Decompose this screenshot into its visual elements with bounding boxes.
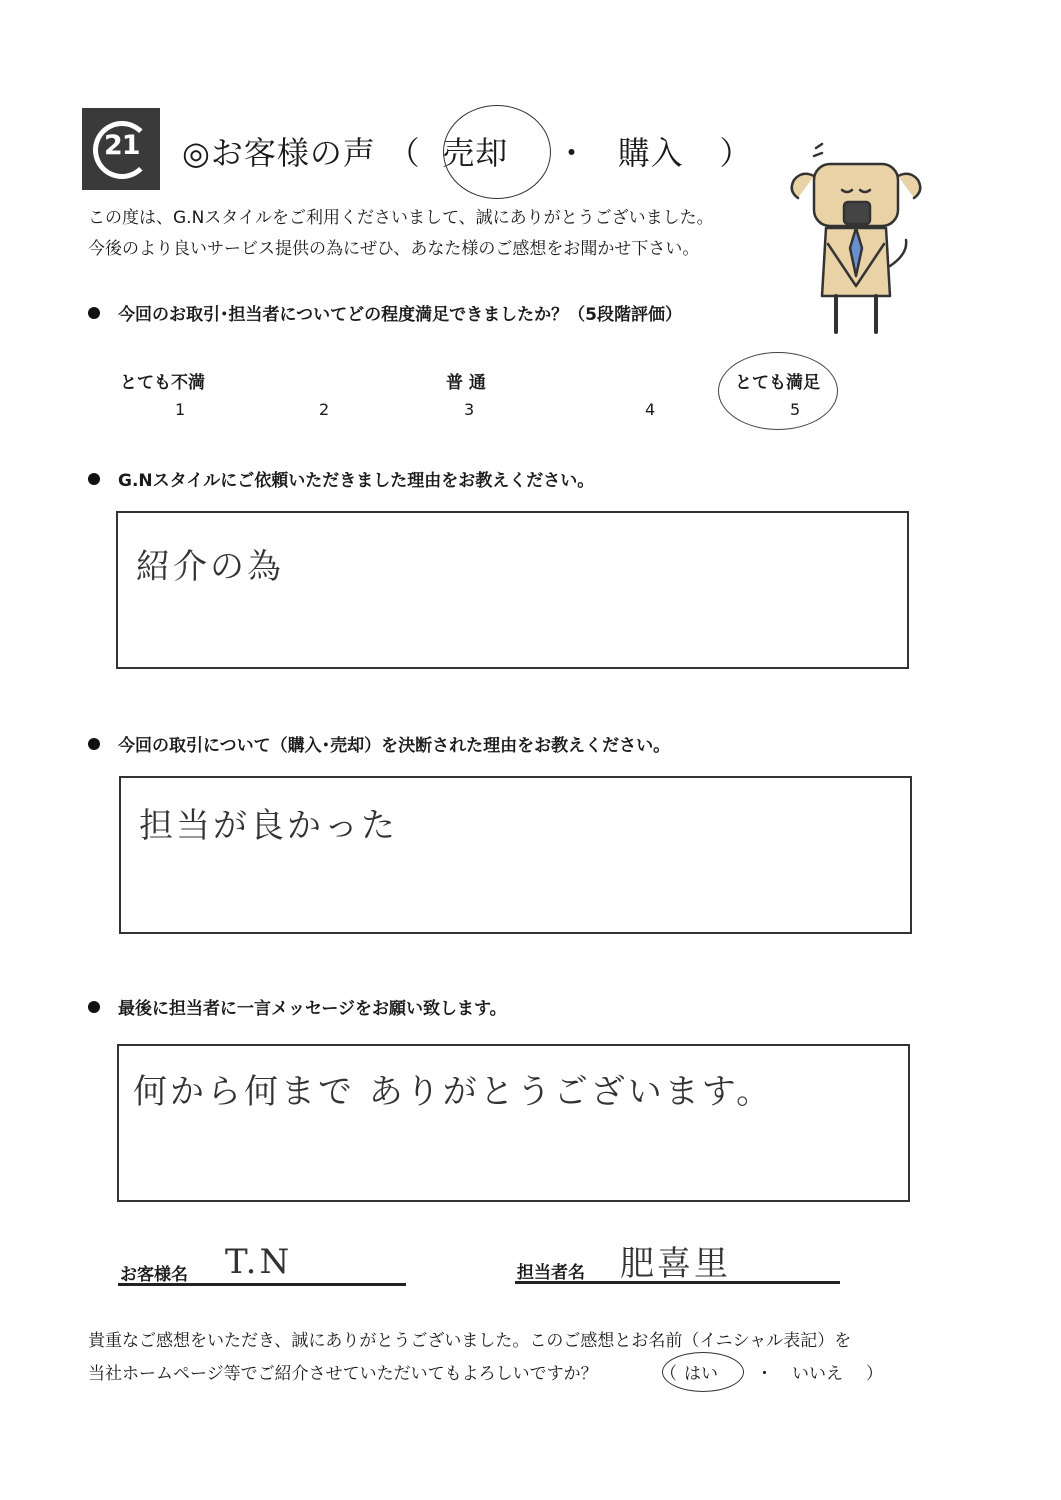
staff-name-line[interactable] (515, 1281, 840, 1284)
customer-name-line[interactable] (118, 1283, 406, 1286)
question-message: 最後に担当者に一言メッセージをお願い致します。 (88, 994, 507, 1019)
staff-name-label: 担当者名 (517, 1263, 585, 1283)
scale-option-2[interactable]: 2 (319, 400, 330, 419)
title-text: ◎お客様の声 (182, 134, 376, 172)
scale-option-3[interactable]: 3 (464, 400, 475, 419)
consent-no[interactable]: いいえ (792, 1364, 843, 1384)
scale-label-mid: 普 通 (446, 373, 486, 393)
intro-line-2: 今後のより良いサービス提供の為にぜひ、あなた様のご感想をお聞かせ下さい。 (88, 239, 700, 259)
option-buy[interactable]: 購入 (617, 134, 684, 172)
question-satisfaction: 今回のお取引･担当者についてどの程度満足できましたか？（5段階評価） (88, 300, 682, 325)
scale-label-high: とても満足 (735, 373, 820, 393)
consent-yes[interactable]: はい (684, 1364, 718, 1384)
answer-reason-request: 紹介の為 (136, 547, 284, 587)
century21-logo (82, 108, 160, 190)
question-reason-request: G.Nスタイルにご依頼いただきました理由をお教えください。 (88, 466, 594, 491)
bullet-icon (88, 307, 100, 319)
page-title: ◎お客様の声 （ 売却 ・ 購入 ） (182, 128, 753, 174)
bullet-icon (88, 738, 100, 750)
selection-circle-yes (662, 1352, 744, 1392)
answer-box-reason-decision[interactable] (119, 776, 912, 934)
question-reason-decision: 今回の取引について（購入･売却）を決断された理由をお教えください。 (88, 731, 670, 756)
dog-mascot-icon (786, 136, 926, 336)
customer-name-value: T.N (225, 1242, 293, 1282)
answer-reason-decision: 担当が良かった (139, 806, 398, 846)
intro-line-1: この度は、G.Nスタイルをご利用くださいまして、誠にありがとうございました。 (88, 208, 714, 228)
selection-circle-5 (718, 352, 838, 430)
staff-name-value: 肥喜里 (620, 1244, 731, 1284)
scale-label-low: とても不満 (120, 373, 205, 393)
closing-line-1: 貴重なご感想をいただき、誠にありがとうございました。このご感想とお名前（イニシャル表記）を (88, 1331, 852, 1351)
option-sell[interactable]: 売却 (442, 134, 509, 172)
answer-box-message[interactable] (117, 1044, 910, 1202)
answer-message: 何から何まで ありがとうございます。 (133, 1072, 774, 1112)
scale-option-5[interactable]: 5 (790, 400, 801, 419)
scale-option-1[interactable]: 1 (175, 400, 186, 419)
bullet-icon (88, 473, 100, 485)
selection-circle-sell (443, 105, 551, 199)
bullet-icon (88, 1001, 100, 1013)
customer-name-label: お客様名 (120, 1265, 188, 1285)
scale-option-4[interactable]: 4 (645, 400, 656, 419)
closing-line-2: 当社ホームページ等でご紹介させていただいてもよろしいですか？ (88, 1364, 598, 1384)
answer-box-reason-request[interactable] (116, 511, 909, 669)
logo-number: 21 (104, 130, 140, 161)
